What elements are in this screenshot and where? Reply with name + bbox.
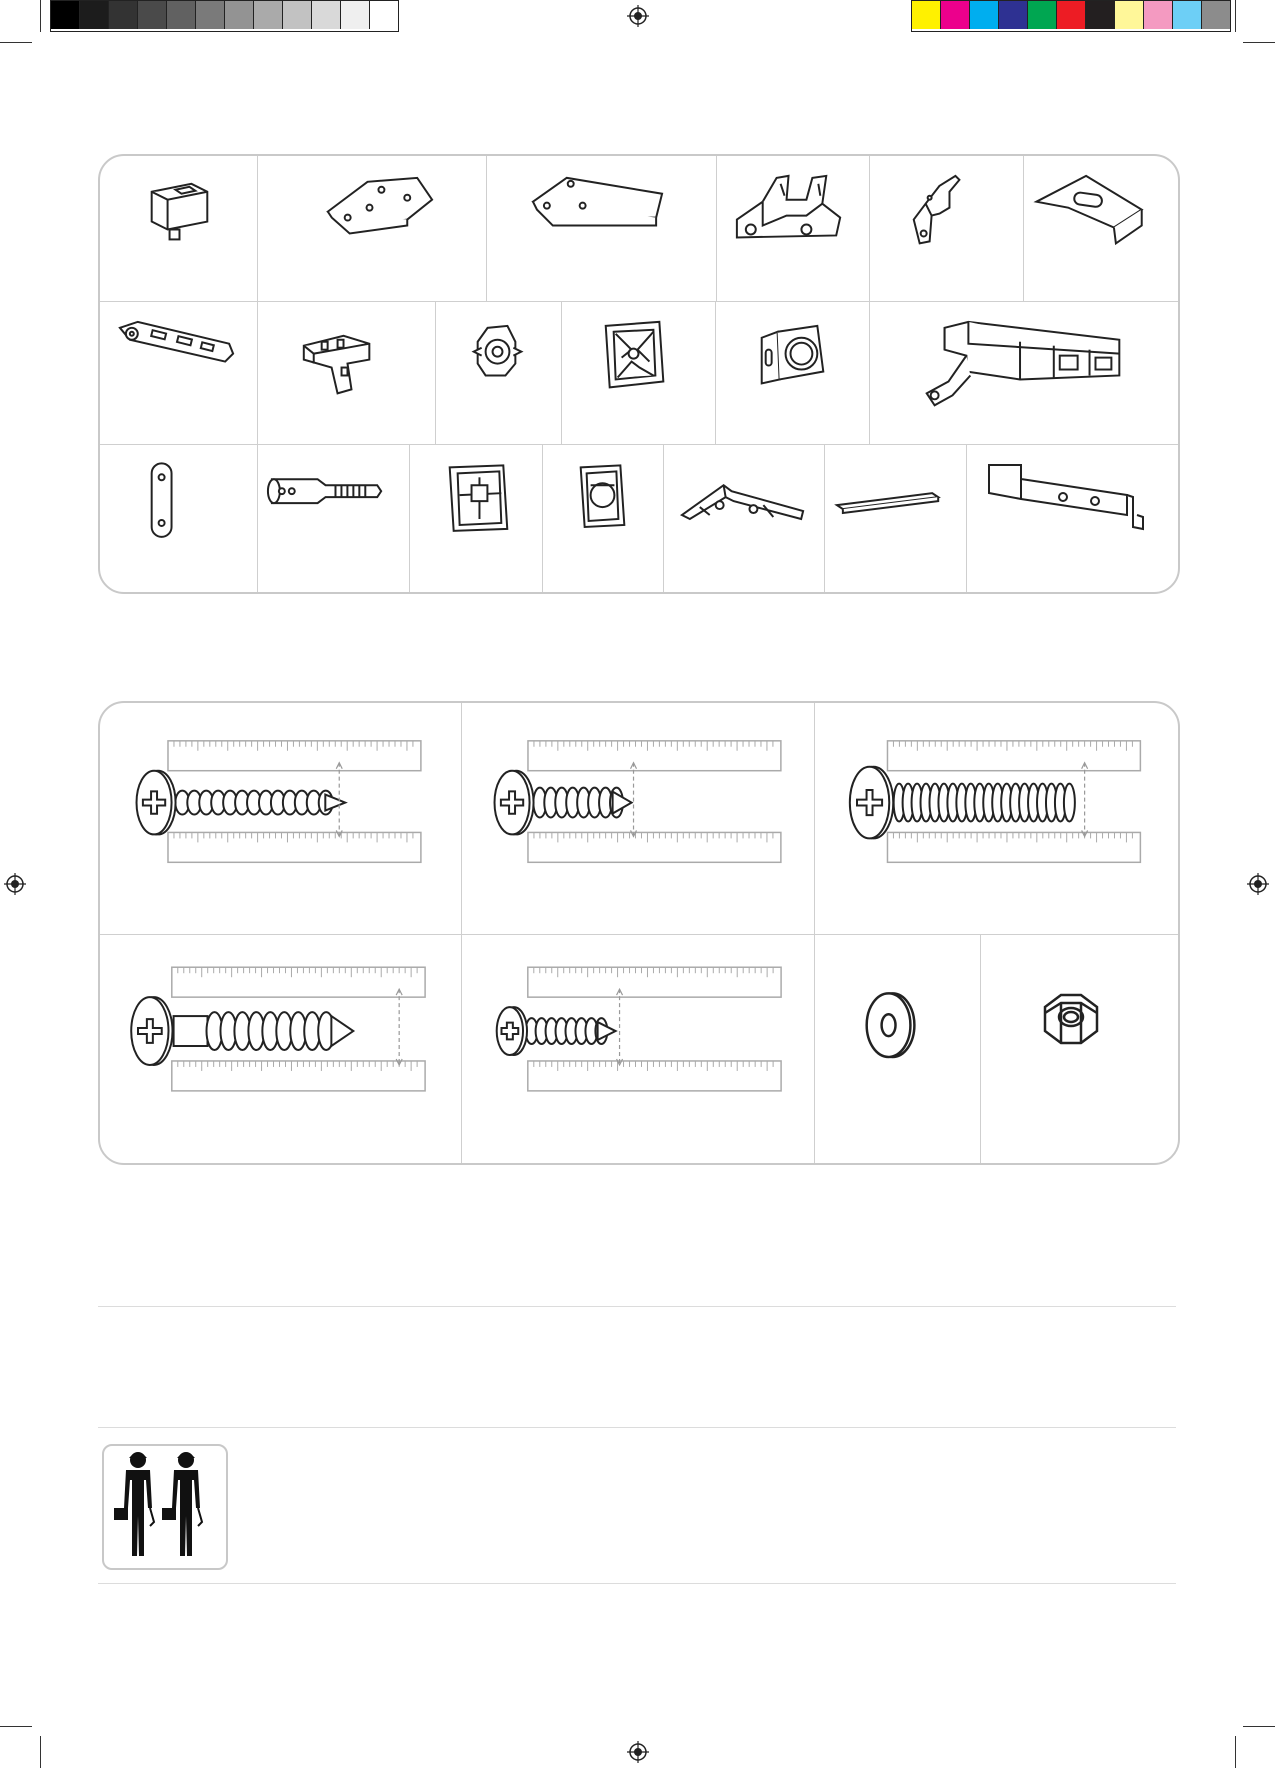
cam-connector-icon — [436, 302, 562, 445]
screw-d-icon — [100, 935, 462, 1163]
grayscale-swatch — [79, 1, 108, 29]
divider-line — [98, 1306, 1176, 1307]
washer-icon — [815, 935, 981, 1163]
crop-mark — [0, 1726, 32, 1727]
bent-plate-icon — [1024, 156, 1178, 302]
l-clip-icon — [258, 302, 436, 445]
grayscale-swatch — [108, 1, 137, 29]
process-swatch — [1114, 1, 1143, 29]
screw-a-icon — [100, 703, 462, 935]
process-swatch — [1027, 1, 1056, 29]
process-swatch — [1201, 1, 1230, 29]
hex-nut-icon — [981, 935, 1178, 1163]
grayscale-swatch — [340, 1, 369, 29]
grayscale-swatch — [51, 1, 79, 29]
grayscale-color-bar — [50, 0, 399, 32]
process-swatch — [1172, 1, 1201, 29]
divider-line — [98, 1583, 1176, 1584]
process-swatch — [969, 1, 998, 29]
crop-mark — [1235, 0, 1236, 32]
angled-plate-icon — [258, 156, 487, 302]
grayscale-swatch — [166, 1, 195, 29]
process-swatch — [912, 1, 940, 29]
grayscale-swatch — [282, 1, 311, 29]
corner-bracket-icon — [664, 445, 825, 592]
registration-mark-top — [627, 5, 649, 27]
process-color-bar — [911, 0, 1231, 32]
grayscale-swatch — [253, 1, 282, 29]
round-socket-icon — [543, 445, 664, 592]
anchor-pin-icon — [258, 445, 410, 592]
crop-mark — [40, 0, 41, 32]
flat-strip-icon — [825, 445, 967, 592]
hook-bracket-icon — [967, 445, 1178, 592]
crop-mark — [1243, 42, 1275, 43]
crop-mark — [1235, 1736, 1236, 1768]
lever-arm-icon — [100, 302, 258, 445]
oval-plate-icon — [100, 445, 258, 592]
grayscale-swatch — [224, 1, 253, 29]
long-bracket-icon — [870, 302, 1178, 445]
ring-plate-bracket-icon — [716, 302, 870, 445]
cover-cap-icon — [410, 445, 543, 592]
grayscale-swatch — [195, 1, 224, 29]
screw-e-icon — [462, 935, 815, 1163]
two-person-lift-icon — [102, 1444, 228, 1570]
divider-line — [98, 1427, 1176, 1428]
crop-mark — [0, 42, 32, 43]
double-hinge-bracket-icon — [717, 156, 870, 302]
clip-block-icon — [100, 156, 258, 302]
grayscale-swatch — [369, 1, 398, 29]
process-swatch — [1143, 1, 1172, 29]
square-socket-icon — [562, 302, 716, 445]
screw-b-icon — [462, 703, 815, 935]
screw-c-icon — [815, 703, 1178, 935]
process-swatch — [1085, 1, 1114, 29]
registration-mark-right — [1247, 873, 1269, 895]
registration-mark-left — [4, 873, 26, 895]
registration-mark-bottom — [627, 1741, 649, 1763]
grayscale-swatch — [311, 1, 340, 29]
grayscale-swatch — [137, 1, 166, 29]
crop-mark — [1243, 1726, 1275, 1727]
triangle-plate-icon — [487, 156, 717, 302]
process-swatch — [998, 1, 1027, 29]
process-swatch — [940, 1, 969, 29]
parts-panel — [98, 154, 1180, 594]
crop-mark — [40, 1736, 41, 1768]
small-hinge-bracket-icon — [870, 156, 1024, 302]
hardware-panel — [98, 701, 1180, 1165]
process-swatch — [1056, 1, 1085, 29]
